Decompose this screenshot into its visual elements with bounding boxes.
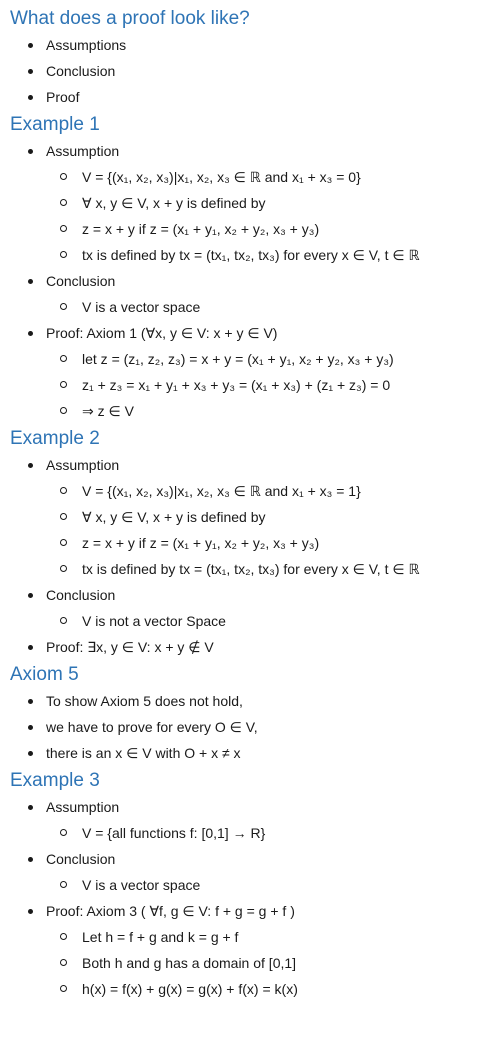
section-heading: What does a proof look like? [10, 8, 250, 29]
bullet-list [10, 32, 490, 110]
section-axiom-5 [10, 662, 490, 766]
list-item: Proof: Axiom 1 (∀x, y ∈ V: x + y ∈ V) [10, 320, 490, 346]
sub-list-item: V is a vector space [10, 294, 490, 320]
section-heading: Example 3 [10, 770, 100, 791]
sub-list-item: h(x) = f(x) + g(x) = g(x) + f(x) = k(x) [10, 976, 490, 1002]
list-item: Assumptions [10, 32, 490, 58]
section-heading: Axiom 5 [10, 664, 79, 685]
bullet-list [10, 452, 490, 660]
list-item: Proof [10, 84, 490, 110]
list-item: Assumption [10, 138, 490, 164]
section-example-3 [10, 768, 490, 1002]
sub-list-item: z = x + y if z = (x₁ + y₁, x₂ + y₂, x₃ + y₃) [10, 530, 490, 556]
sub-list-item: z₁ + z₃ = x₁ + y₁ + x₃ + y₃ = (x₁ + x₃) + (z₁ + z₃) = 0 [10, 372, 490, 398]
sub-list-item: V = {(x₁, x₂, x₃)|x₁, x₂, x₃ ∈ ℝ and x₁ + x₃ = 1} [10, 478, 490, 504]
sub-list-item: tx is defined by tx = (tx₁, tx₂, tx₃) for every x ∈ V, t ∈ ℝ [10, 556, 490, 582]
sub-list-item: ∀ x, y ∈ V, x + y is defined by [10, 190, 490, 216]
bullet-list [10, 688, 490, 766]
document-page [0, 6, 490, 1056]
list-item: Assumption [10, 452, 490, 478]
sub-list-item: Both h and g has a domain of [0,1] [10, 950, 490, 976]
list-item: there is an x ∈ V with O + x ≠ x [10, 740, 490, 766]
list-item: Conclusion [10, 582, 490, 608]
sub-list-item: tx is defined by tx = (tx₁, tx₂, tx₃) for every x ∈ V, t ∈ ℝ [10, 242, 490, 268]
sub-list-item: Let h = f + g and k = g + f [10, 924, 490, 950]
sub-list-item: z = x + y if z = (x₁ + y₁, x₂ + y₂, x₃ + y₃) [10, 216, 490, 242]
section-example-2 [10, 426, 490, 660]
list-item: Conclusion [10, 268, 490, 294]
sub-list-item: V = {(x₁, x₂, x₃)|x₁, x₂, x₃ ∈ ℝ and x₁ + x₃ = 0} [10, 164, 490, 190]
section-example-1 [10, 112, 490, 424]
sub-list-item: ∀ x, y ∈ V, x + y is defined by [10, 504, 490, 530]
section-heading: Example 2 [10, 428, 100, 449]
sub-list-item: let z = (z₁, z₂, z₃) = x + y = (x₁ + y₁, x₂ + y₂, x₃ + y₃) [10, 346, 490, 372]
section-proof-structure [10, 6, 490, 110]
list-item: Assumption [10, 794, 490, 820]
sub-list-item: V is a vector space [10, 872, 490, 898]
list-item: To show Axiom 5 does not hold, [10, 688, 490, 714]
list-item: we have to prove for every O ∈ V, [10, 714, 490, 740]
sub-list-item: V is not a vector Space [10, 608, 490, 634]
list-item: Proof: Axiom 3 ( ∀f, g ∈ V: f + g = g + f ) [10, 898, 490, 924]
bullet-list [10, 794, 490, 1002]
list-item: Proof: ∃x, y ∈ V: x + y ∉ V [10, 634, 490, 660]
sub-list-item: V = {all functions f: [0,1] → R} [10, 820, 490, 846]
sub-list-item: ⇒ z ∈ V [10, 398, 490, 424]
section-heading: Example 1 [10, 114, 100, 135]
list-item: Conclusion [10, 846, 490, 872]
bullet-list [10, 138, 490, 424]
list-item: Conclusion [10, 58, 490, 84]
